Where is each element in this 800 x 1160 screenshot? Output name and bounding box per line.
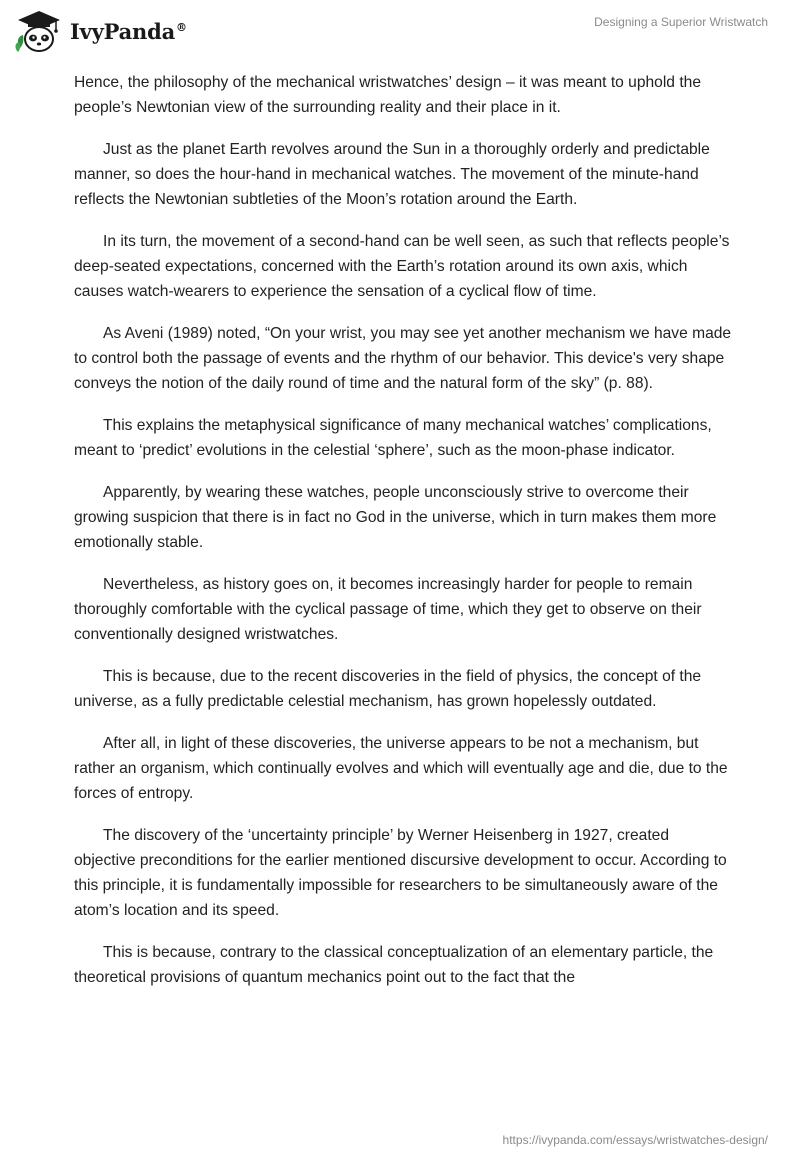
paragraph: This is because, contrary to the classical conceptualization of an elementary particle, the theoretical provisions of quantum mechanics point out to the fact that the — [74, 944, 714, 986]
brand-text: IvyPanda — [70, 18, 176, 44]
paragraph: In its turn, the movement of a second-hand can be well seen, as such that reflects people’s deep-seated expectations, concerned with the Earth’s rotation around its own axis, which causes watch-wearers to experience the sensation of a cyclical flow of time. — [74, 233, 730, 300]
panda-graduate-icon — [14, 8, 64, 54]
paragraph: The discovery of the ‘uncertainty principle’ by Werner Heisenberg in 1927, created objective preconditions for the earlier mentioned discursive development to occur. According to this principle, it is fundamentally impossible for researchers to be simultaneously aware of the atom’s location and its speed. — [74, 827, 727, 919]
paragraph: Nevertheless, as history goes on, it becomes increasingly harder for people to remain thoroughly comfortable with the cyclical passage of time, which they get to observe on their conventionally designed wristwatches. — [74, 576, 702, 643]
brand-name — [70, 19, 187, 44]
paragraph: Just as the planet Earth revolves around the Sun in a thoroughly orderly and predictable manner, so does the hour-hand in mechanical watches. The movement of the minute-hand reflects the Newtonian subtleties of the Moon’s rotation around the Earth. — [74, 141, 710, 208]
essay-body — [74, 70, 734, 1007]
paragraph: As Aveni (1989) noted, “On your wrist, you may see yet another mechanism we have made to control both the passage of events and the rhythm of our behavior. This device's very shape conveys the notion of the daily round of time and the natural form of the sky” (p. 88). — [74, 325, 732, 392]
paragraph: This is because, due to the recent discoveries in the field of physics, the concept of the universe, as a fully predictable celestial mechanism, has grown hopelessly outdated. — [74, 668, 702, 710]
ivypanda-logo[interactable] — [14, 8, 187, 54]
paragraph: After all, in light of these discoveries, the universe appears to be not a mechanism, but rather an organism, which continually evolves and which will eventually age and die, due to the forces of entropy. — [74, 735, 728, 802]
paragraph: Hence, the philosophy of the mechanical wristwatches’ design – it was meant to uphold the people’s Newtonian view of the surrounding reality and their place in it. — [74, 74, 701, 116]
document-title: Designing a Superior Wristwatch — [594, 15, 768, 29]
page-header — [0, 0, 800, 60]
registered-mark: ® — [176, 20, 187, 34]
paragraph: This explains the metaphysical significance of many mechanical watches’ complications, meant to ‘predict’ evolutions in the celestial ‘sphere’, such as the moon-phase indicator. — [74, 417, 712, 459]
source-url[interactable]: https://ivypanda.com/essays/wristwatches-design/ — [502, 1133, 768, 1147]
paragraph: Apparently, by wearing these watches, people unconsciously strive to overcome their growing suspicion that there is in fact no God in the universe, which in turn makes them more emotionally stable. — [74, 484, 717, 551]
